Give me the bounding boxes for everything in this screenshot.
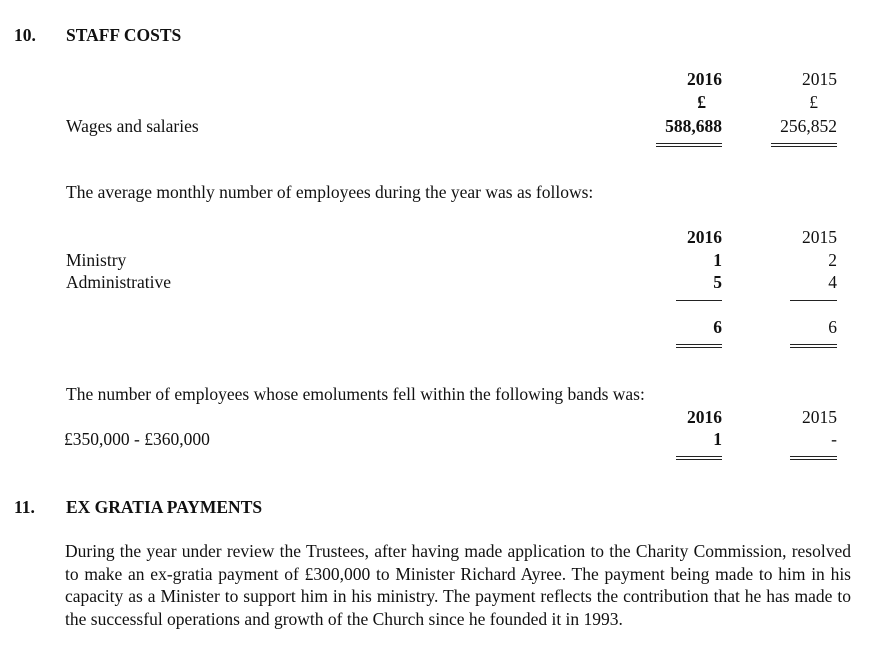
bands-prior: -: [831, 429, 837, 449]
bands-current: 1: [713, 429, 722, 449]
bands-label: £350,000 - £360,000: [64, 429, 210, 449]
ex-gratia-paragraph: During the year under review the Trustees, after having made application to the Charity Commission, resolved to make an ex-gratia payment of £300,000 to Minister Richard Ayree. The payment being made to him in his capacity as a Minister to support him in his ministry. The payment reflects the contribution that he has made to the successful operations and growth of the Church since he founded it in 1993.: [65, 541, 851, 629]
employees-row-prior: 4: [828, 272, 837, 292]
employees-total-prior: 6: [828, 317, 837, 337]
employees-current-double-rule: [676, 344, 722, 348]
wages-currency-current: £: [697, 92, 706, 112]
employees-current-subtotal-rule: [676, 300, 722, 301]
section-11-title: EX GRATIA PAYMENTS: [66, 497, 263, 517]
bands-year-current: 2016: [687, 407, 722, 427]
employees-row-current: 1: [713, 250, 722, 270]
employees-row-label: Administrative: [66, 272, 171, 292]
employees-year-current: 2016: [687, 227, 722, 247]
employees-prior-double-rule: [790, 344, 837, 348]
section-10-title: STAFF COSTS: [66, 25, 182, 45]
bands-intro: The number of employees whose emoluments fell within the following bands was:: [66, 384, 645, 404]
wages-year-current: 2016: [687, 69, 722, 89]
bands-current-double-rule: [676, 456, 722, 460]
wages-year-prior: 2015: [802, 69, 837, 89]
section-11-number: 11.: [14, 497, 35, 517]
employees-row-current: 5: [713, 272, 722, 292]
wages-prior-double-rule: [771, 143, 837, 147]
bands-prior-double-rule: [790, 456, 837, 460]
employees-intro: The average monthly number of employees during the year was as follows:: [66, 182, 594, 202]
bands-year-prior: 2015: [802, 407, 837, 427]
wages-label: Wages and salaries: [66, 116, 199, 136]
wages-current-double-rule: [656, 143, 722, 147]
employees-year-prior: 2015: [802, 227, 837, 247]
employees-row-prior: 2: [828, 250, 837, 270]
section-10-number: 10.: [14, 25, 36, 45]
employees-prior-subtotal-rule: [790, 300, 837, 301]
wages-value-prior: 256,852: [780, 116, 837, 136]
wages-currency-prior: £: [809, 92, 818, 112]
wages-value-current: 588,688: [665, 116, 722, 136]
employees-total-current: 6: [713, 317, 722, 337]
employees-row-label: Ministry: [66, 250, 127, 270]
